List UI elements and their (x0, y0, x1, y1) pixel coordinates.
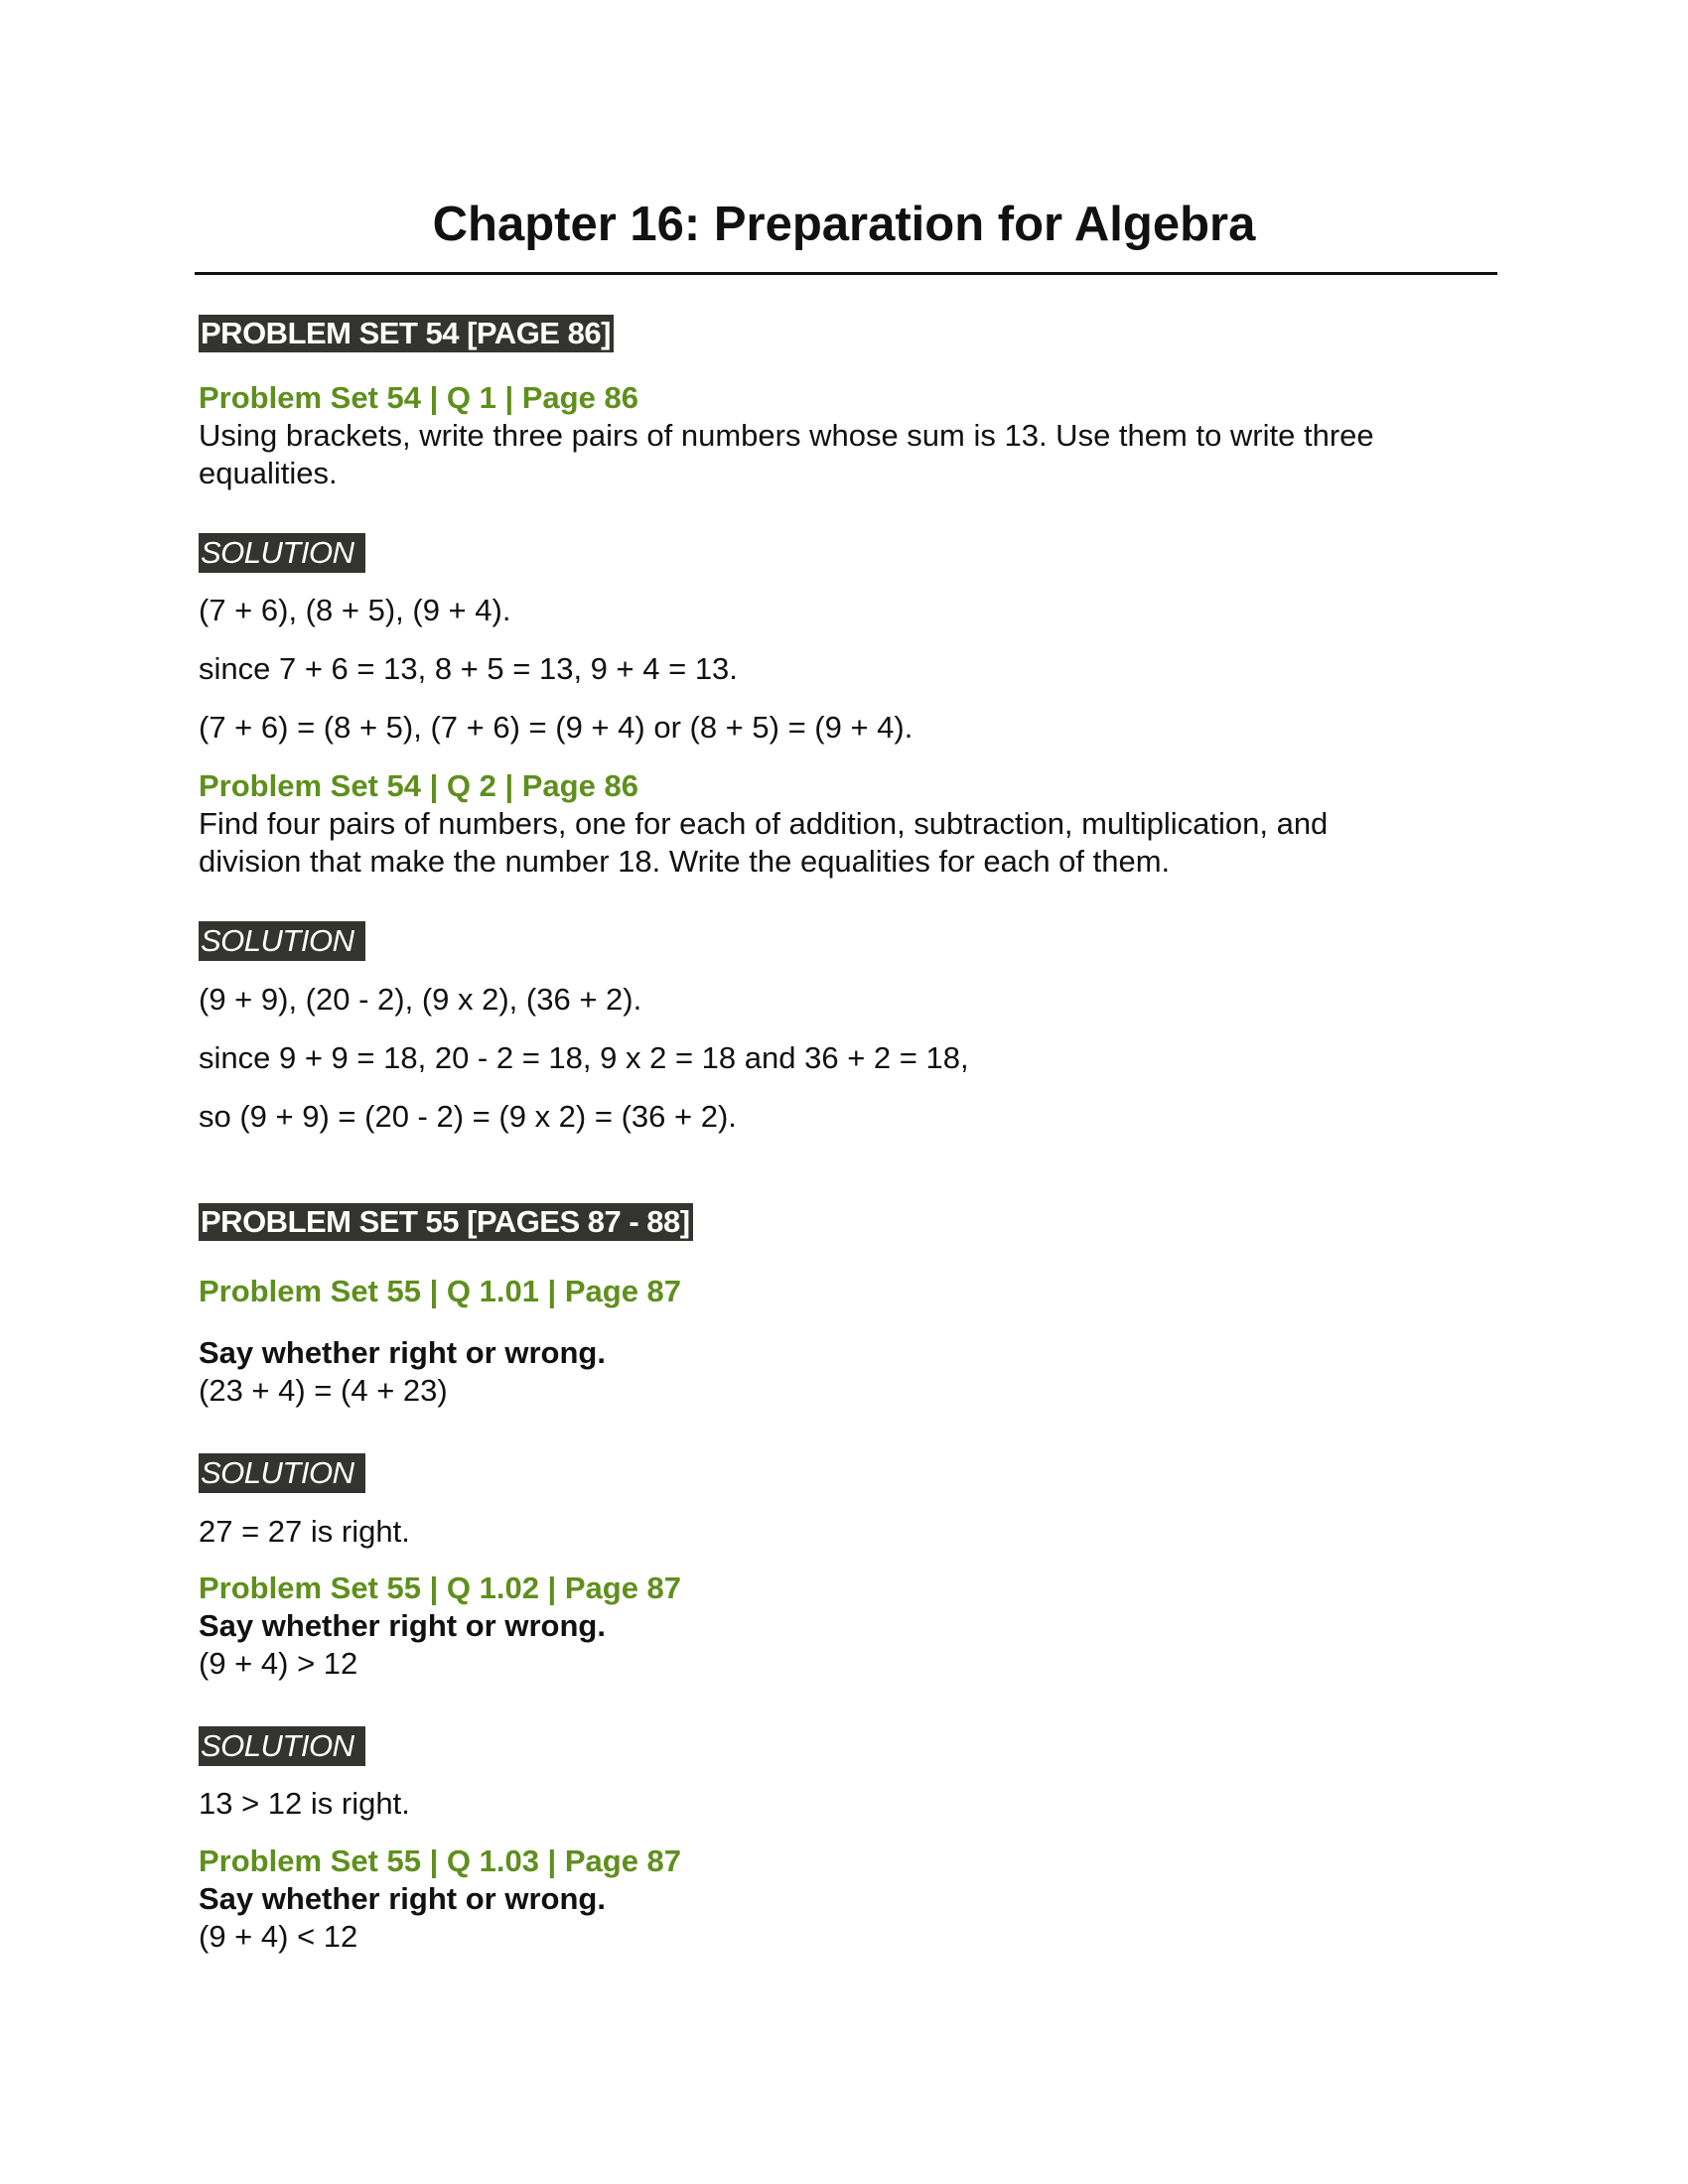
section-header-ps55: PROBLEM SET 55 [PAGES 87 - 88] (199, 1203, 693, 1241)
question-expression: (23 + 4) = (4 + 23) (199, 1373, 448, 1408)
question-heading: Problem Set 54 | Q 2 | Page 86 (199, 768, 638, 803)
question-heading: Problem Set 54 | Q 1 | Page 86 (199, 380, 638, 415)
question-instruction: Say whether right or wrong. (199, 1608, 606, 1643)
solution-label: SOLUTION (199, 921, 365, 961)
solution-line: (7 + 6), (8 + 5), (9 + 4). (199, 593, 511, 627)
title-divider (195, 272, 1497, 275)
solution-line: since 7 + 6 = 13, 8 + 5 = 13, 9 + 4 = 13. (199, 651, 738, 686)
question-prompt-line: Using brackets, write three pairs of numbers whose sum is 13. Use them to write three (199, 418, 1374, 453)
solution-line: 27 = 27 is right. (199, 1514, 410, 1549)
solution-label: SOLUTION (199, 1726, 365, 1766)
question-prompt-line: equalities. (199, 456, 338, 490)
solution-line: 13 > 12 is right. (199, 1786, 410, 1821)
question-heading: Problem Set 55 | Q 1.03 | Page 87 (199, 1843, 682, 1878)
question-prompt-line: Find four pairs of numbers, one for each of addition, subtraction, multiplication, and (199, 806, 1329, 841)
question-heading: Problem Set 55 | Q 1.01 | Page 87 (199, 1274, 682, 1308)
solution-line: (7 + 6) = (8 + 5), (7 + 6) = (9 + 4) or (8 + 5) = (9 + 4). (199, 710, 914, 745)
solution-label: SOLUTION (199, 533, 365, 573)
solution-line: (9 + 9), (20 - 2), (9 x 2), (36 + 2). (199, 982, 642, 1017)
question-expression: (9 + 4) > 12 (199, 1646, 358, 1681)
question-instruction: Say whether right or wrong. (199, 1335, 606, 1370)
section-header-ps54: PROBLEM SET 54 [PAGE 86] (199, 315, 614, 352)
question-heading: Problem Set 55 | Q 1.02 | Page 87 (199, 1570, 682, 1605)
question-expression: (9 + 4) < 12 (199, 1919, 358, 1954)
solution-line: so (9 + 9) = (20 - 2) = (9 x 2) = (36 + 2). (199, 1099, 737, 1134)
question-prompt-line: division that make the number 18. Write the equalities for each of them. (199, 844, 1171, 879)
solution-line: since 9 + 9 = 18, 20 - 2 = 18, 9 x 2 = 18 and 36 + 2 = 18, (199, 1040, 969, 1075)
solution-label: SOLUTION (199, 1453, 365, 1493)
question-instruction: Say whether right or wrong. (199, 1881, 606, 1916)
chapter-title: Chapter 16: Preparation for Algebra (432, 198, 1256, 251)
